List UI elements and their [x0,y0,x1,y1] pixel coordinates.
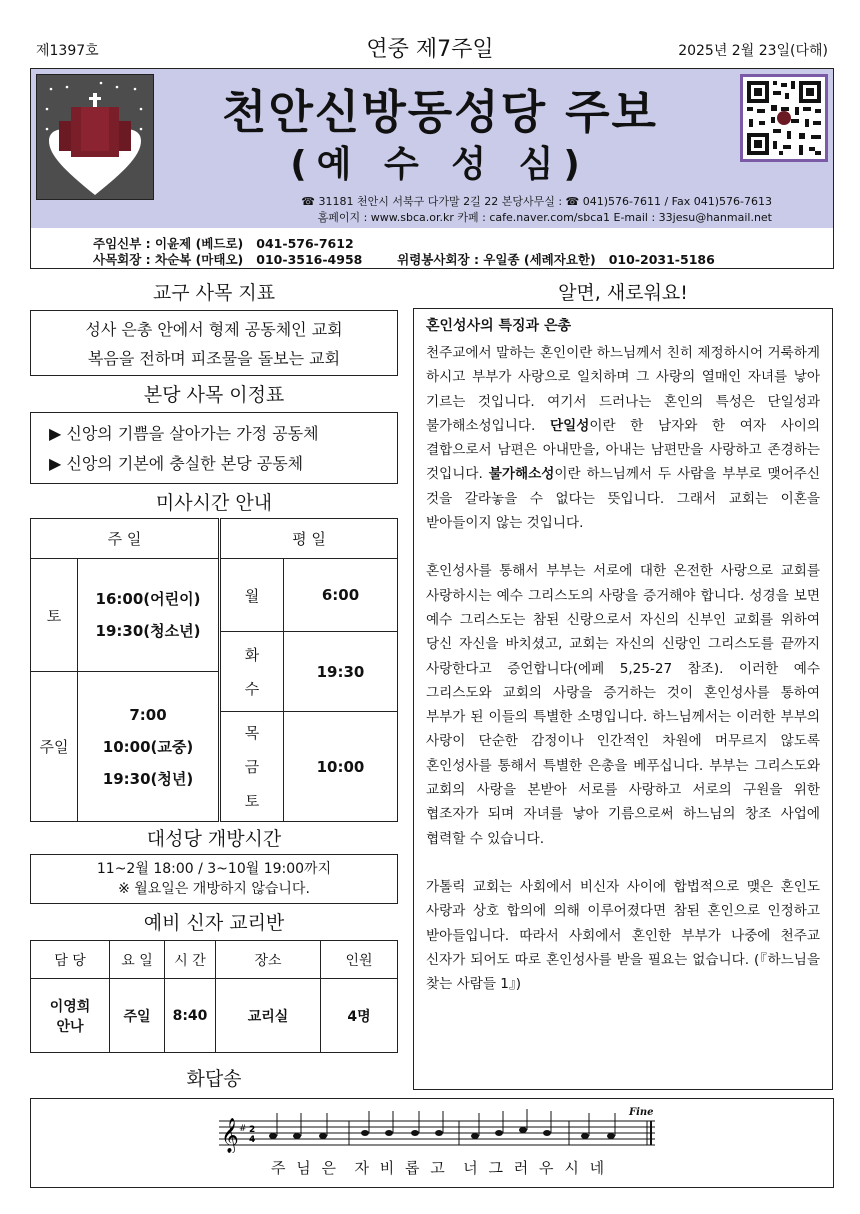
parish-title: 본당 사목 이정표 [143,384,285,406]
address-line: ☎ 31181 천안시 서북구 다가말 2길 22 본당사무실 : ☎ 041)576-7611 / Fax 041)576-7613 [301,195,772,208]
cat-header: 인원 [321,941,398,979]
qr-code[interactable] [740,74,828,162]
tue-wed-label: 화 수 [220,632,284,712]
parish-item: ▶ 신앙의 기쁨을 살아가는 가정 공동체 [49,424,319,443]
parish-item: ▶ 신앙의 기본에 충실한 본당 공동체 [49,454,304,473]
article-paragraph: 천주교에서 말하는 혼인이란 하느님께서 친히 제정하시어 거룩하게 하시고 부부가 사랑으로 일치하며 그 사랑의 열매인 자녀를 낳아 기르는 것입니다. 여기서 드러나는 혼인의 특성은 단일성과 불가해소성입니다. 단일성이란 한 남자와 한 여자 사이의 결합으로서 남편은 아내만을, 아내는 남편만을 사랑하고 존경하는 것입니다. 불가해소성이란 하느님께서 두 사람을 부부로 맺어주신 것을 갈라놓을 수 없다는 뜻입니다. 그래서 교회는 이혼을 받아들이지 않는 것입니다. [426,345,820,532]
svg-text:4: 4 [249,1135,256,1145]
church-open-title: 대성당 개방시간 [146,828,282,850]
mission-title: 교구 사목 지표 [152,282,276,304]
bulletin-title: 천안신방동성당 주보 [222,85,658,139]
bulletin-date: 2025년 2월 23일(다해) [678,43,828,59]
church-open-note: ※ 월요일은 개방하지 않습니다. [118,881,310,897]
liturgical-season: 연중 제7주일 [366,37,494,62]
cat-time: 8:40 [165,979,216,1053]
mass-schedule-table [30,518,398,822]
article-paragraph: 혼인성사를 통해서 부부는 서로에 대한 온전한 사랑으로 교회를 사랑하시는 예수 그리스도의 사랑을 증거해야 합니다. 성경을 보면 예수 그리스도는 참된 신랑으로서 자신의 신부인 교회를 위하여 당신 자신을 바치셨고, 교회는 자신의 신랑인 그리스도를 끝까지 사랑한다고 증언합니다(에페 5,25-27 참조). 이러한 예수 그리스도와 교회의 사랑을 증거하는 것이 혼인성사를 통하여 부부가 된 이들의 특별한 소명입니다. 하느님께서는 이러한 부부의 사랑이 단순한 감정이나 인간적인 차원에 머무르지 않도록 혼인성사를 통해서 특별한 은총을 베푸십니다. 부부는 그리스도와 교회의 사랑을 본받아 서로를 사랑하고 서로의 구원을 위한 협조자가 되며 자녀를 낳아 기름으로써 하느님의 창조 사업에 협력할 수 있습니다. [426,563,820,847]
psalm-title: 화답송 [186,1068,242,1090]
mission-line: 성사 은총 안에서 형제 공동체인 교회 [85,320,343,339]
cat-header: 요 일 [110,941,165,979]
catechism-table [30,940,398,1053]
article-section-title: 알면, 새로워요! [558,282,688,304]
cat-teacher: 이영희 안나 [31,979,110,1053]
catechism-title: 예비 신자 교리반 [143,912,285,934]
thu-fri-sat-label: 목 금 토 [220,712,284,822]
weekday-header: 평 일 [220,519,398,559]
monday-label: 월 [220,559,284,632]
parish-box [30,412,398,484]
web-line: 홈페이지 : www.sbca.or.kr 카페 : cafe.naver.com/sbca1 E-mail : 33jesu@hanmail.net [317,211,772,224]
tue-wed-time: 19:30 [284,632,398,712]
cat-place: 교리실 [216,979,321,1053]
cat-header: 담 당 [31,941,110,979]
church-open-box [30,854,398,904]
issue-number: 제1397호 [36,43,99,59]
cat-header: 시 간 [165,941,216,979]
cat-count: 4명 [321,979,398,1053]
thu-fri-sat-time: 10:00 [284,712,398,822]
article-title: 혼인성사의 특징과 은총 [426,318,571,334]
church-open-hours: 11~2월 18:00 / 3~10월 19:00까지 [96,861,332,877]
article-body [414,341,832,996]
contacts-box [30,228,834,269]
cat-day: 주일 [110,979,165,1053]
church-logo [36,74,154,200]
mass-title: 미사시간 안내 [155,492,273,514]
svg-text:𝄞: 𝄞 [221,1118,239,1153]
mission-line: 복음을 전하며 피조물을 돌보는 교회 [87,349,341,368]
svg-text:2: 2 [249,1125,256,1135]
psalm-music-box [30,1098,834,1188]
article-paragraph: 가톨릭 교회는 사회에서 비신자 사이에 합법적으로 맺은 혼인도 사랑과 상호 합의에 의해 이루어졌다면 참된 혼인으로 인정하고 받아들입니다. 따라서 사회에서 혼인한 부부가 나중에 천주교 신자가 되어도 따로 혼인성사를 받을 필요는 없습니다. (『하느님을 찾는 사람들 1』) [426,878,820,993]
monday-time: 6:00 [284,559,398,632]
svg-text:#: # [239,1124,247,1134]
article-box [413,308,833,1090]
sunday-times: 7:00 10:00(교중) 19:30(청년) [78,672,220,822]
sunday-header: 주 일 [31,519,220,559]
cat-header: 장소 [216,941,321,979]
sunday-label: 주일 [31,672,78,822]
fine-marking: Fine [629,1107,654,1118]
psalm-lyrics: 주 님 은 자 비 롭 고 너 그 러 우 시 네 [270,1159,608,1177]
mission-box [30,310,398,376]
pastor-contact: 주임신부 : 이윤제 (베드로) 041-576-7612 [93,236,354,251]
saturday-times: 16:00(어린이) 19:30(청소년) [78,559,220,672]
music-staff [219,1107,659,1153]
bulletin-subtitle: (예 수 성 심) [290,144,590,185]
saturday-label: 토 [31,559,78,672]
council-contact: 사목회장 : 차순복 (마태오) 010-3516-4958 위령봉사회장 : 우일종 (세례자요한) 010-2031-5186 [93,252,715,267]
